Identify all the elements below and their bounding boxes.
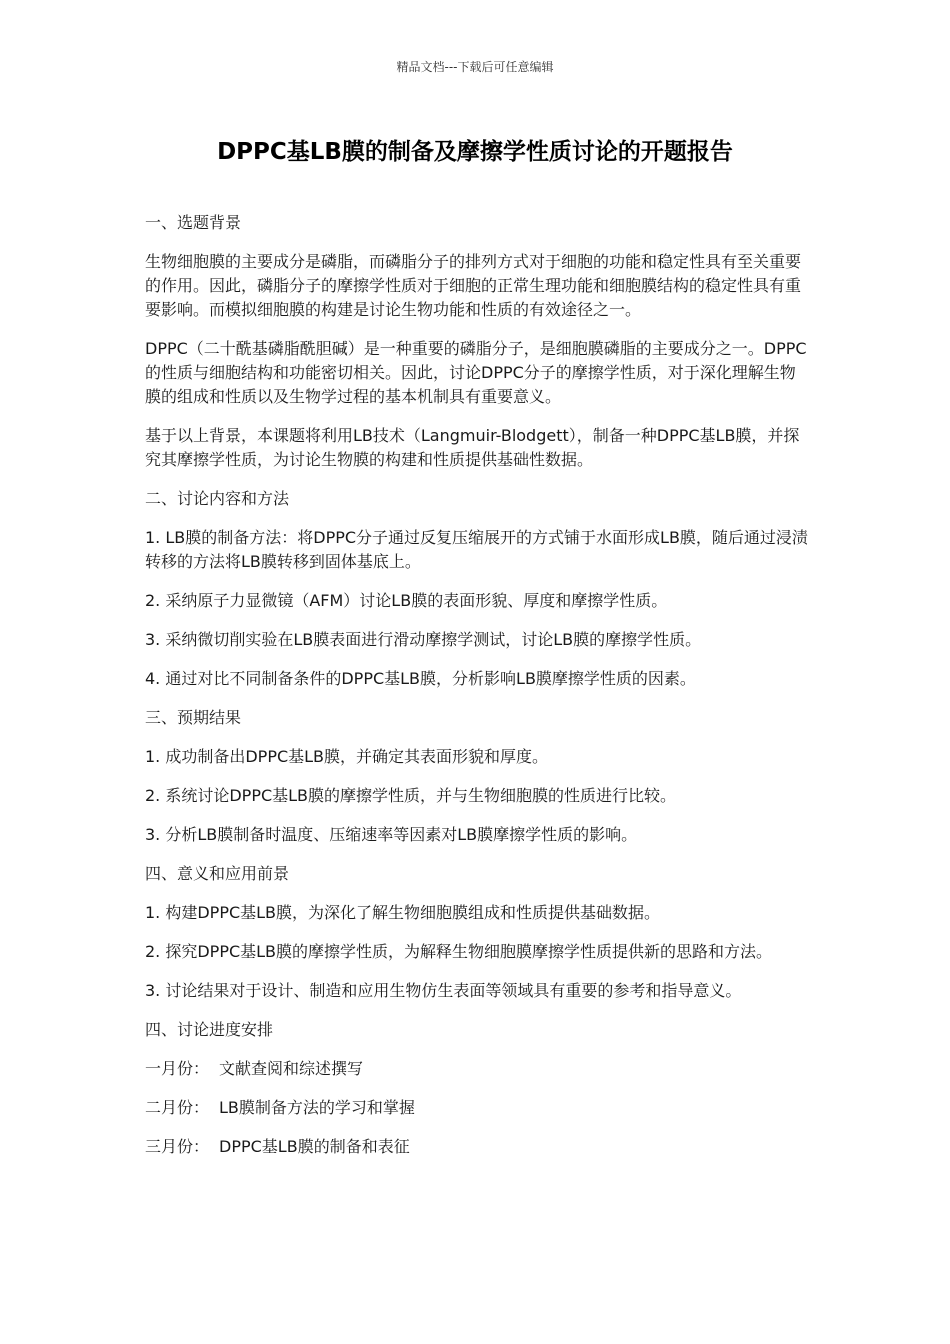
- schedule-task: LB膜制备方法的学习和掌握: [219, 1098, 415, 1117]
- section-heading-background: 一、选题背景: [145, 213, 242, 232]
- background-paragraph: DPPC（二十酰基磷脂酰胆碱）是一种重要的磷脂分子，是细胞膜磷脂的主要成分之一。DPPC的性质与细胞结构和功能密切相关。因此，讨论DPPC分子的摩擦学性质，对于深化理解生物膜的组成和性质以及生物学过程的基本机制具有重要意义。: [145, 339, 807, 406]
- schedule-month: 一月份：: [145, 1059, 210, 1078]
- expected-item: 3. 分析LB膜制备时温度、压缩速率等因素对LB膜摩擦学性质的影响。: [145, 825, 638, 844]
- schedule-month: 二月份：: [145, 1098, 210, 1117]
- significance-item: 1. 构建DPPC基LB膜，为深化了解生物细胞膜组成和性质提供基础数据。: [145, 903, 661, 922]
- methods-item: 4. 通过对比不同制备条件的DPPC基LB膜，分析影响LB膜摩擦学性质的因素。: [145, 669, 696, 688]
- expected-item: 1. 成功制备出DPPC基LB膜，并确定其表面形貌和厚度。: [145, 747, 549, 766]
- significance-item: 2. 探究DPPC基LB膜的摩擦学性质，为解释生物细胞膜摩擦学性质提供新的思路和方法。: [145, 942, 773, 961]
- schedule-item: [145, 1057, 810, 1081]
- background-paragraph: 生物细胞膜的主要成分是磷脂，而磷脂分子的排列方式对于细胞的功能和稳定性具有至关重要的作用。因此，磷脂分子的摩擦学性质对于细胞的正常生理功能和细胞膜结构的稳定性具有重要影响。而模拟细胞膜的构建是讨论生物功能和性质的有效途径之一。: [145, 252, 802, 319]
- methods-item: 3. 采纳微切削实验在LB膜表面进行滑动摩擦学测试，讨论LB膜的摩擦学性质。: [145, 630, 702, 649]
- methods-item: 1. LB膜的制备方法：将DPPC分子通过反复压缩展开的方式铺于水面形成LB膜，随后通过浸渍转移的方法将LB膜转移到固体基底上。: [145, 528, 808, 571]
- section-heading-methods: 二、讨论内容和方法: [145, 489, 290, 508]
- schedule-task: 文献查阅和综述撰写: [219, 1059, 364, 1078]
- schedule-item: [145, 1096, 810, 1120]
- section-heading-significance: 四、意义和应用前景: [145, 864, 290, 883]
- expected-item: 2. 系统讨论DPPC基LB膜的摩擦学性质，并与生物细胞膜的性质进行比较。: [145, 786, 677, 805]
- document-title: DPPC基LB膜的制备及摩擦学性质讨论的开题报告: [217, 139, 733, 165]
- methods-item: 2. 采纳原子力显微镜（AFM）讨论LB膜的表面形貌、厚度和摩擦学性质。: [145, 591, 668, 610]
- schedule-month: 三月份：: [145, 1137, 210, 1156]
- header-note: 精品文档---下载后可任意编辑: [396, 60, 554, 74]
- significance-item: 3. 讨论结果对于设计、制造和应用生物仿生表面等领域具有重要的参考和指导意义。: [145, 981, 742, 1000]
- schedule-item: [145, 1135, 810, 1159]
- document-body: [145, 211, 810, 1174]
- section-heading-schedule: 四、讨论进度安排: [145, 1020, 274, 1039]
- background-paragraph: 基于以上背景，本课题将利用LB技术（Langmuir-Blodgett），制备一种DPPC基LB膜，并探究其摩擦学性质，为讨论生物膜的构建和性质提供基础性数据。: [145, 426, 800, 469]
- section-heading-expected: 三、预期结果: [145, 708, 242, 727]
- schedule-task: DPPC基LB膜的制备和表征: [219, 1137, 410, 1156]
